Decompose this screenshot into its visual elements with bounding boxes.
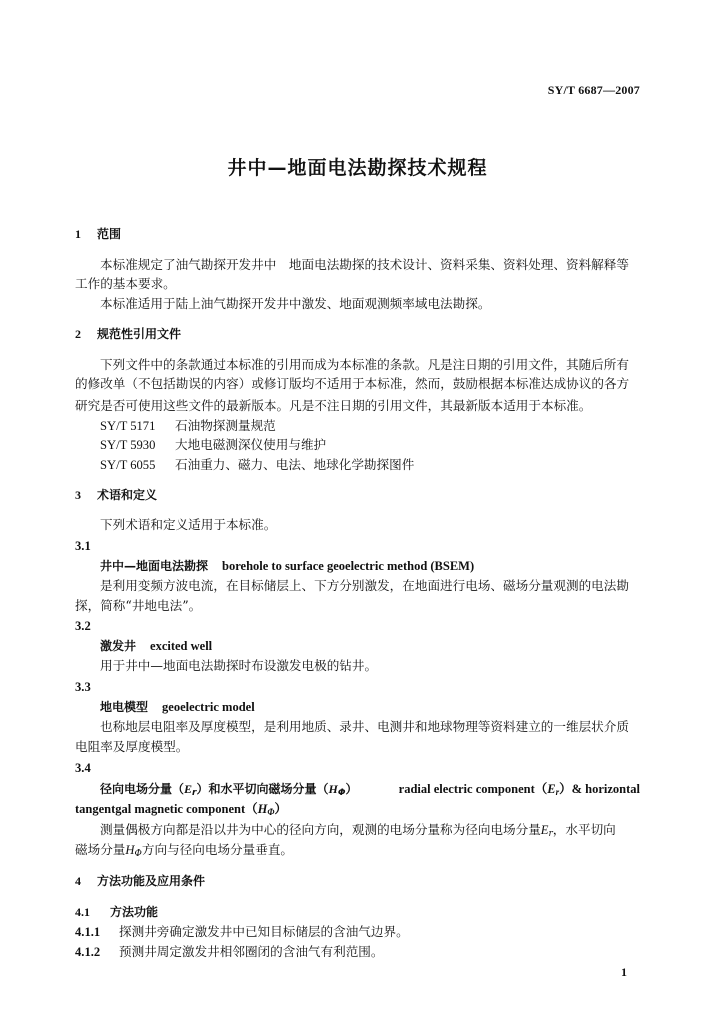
definition-line: 用于井中—地面电法勘探时布设激发电极的钻井。 [100,658,378,673]
clause-text: 探测井旁确定激发井中已知目标储层的含油气边界。 [119,924,409,939]
term-number: 3.3 [75,680,91,694]
definition-line: 也称地层电阻率及厚度模型，是利用地质、录井、电测井和地球物理等资料建立的一维层状介质 [100,719,629,734]
reference-title: 大地电磁测深仪使用与维护 [175,437,327,452]
term-heading [100,558,474,574]
reference-code: SY/T 5171 [100,419,156,433]
term-heading [100,638,212,654]
term-en: geoelectric model [162,700,255,714]
section-number: 4 [75,874,81,888]
paragraph-line: 研究是否可使用这些文件的最新版本。凡是不注日期的引用文件，其最新版本适用于本标准。 [75,398,592,413]
reference-title: 石油物探测量规范 [175,418,276,433]
definition-line: 电阻率及厚度模型。 [75,739,189,754]
clause-number: 4.1.1 [75,925,101,939]
paragraph-line: 本标准规定了油气勘探开发井中 地面电法勘探的技术设计、资料采集、资料处理、资料解释等 [100,257,629,272]
term-zh: 径向电场分量$(E_r)$和水平切向磁场分量$(H_\Phi)$ [100,782,358,798]
term-heading [100,699,255,715]
term-zh: 激发井 [100,639,137,653]
reference-title: 石油重力、磁力、电法、地球化学勘探图件 [175,457,415,472]
term-number: 3.4 [75,761,91,775]
section-number: 3 [75,488,81,502]
section-4-heading [75,873,205,889]
term-en: excited well [150,639,213,653]
reference-item [100,457,414,473]
clause-4-1-1 [75,924,409,940]
section-title: 范围 [97,227,122,241]
clause-4-1-2 [75,944,383,960]
standard-code: SY/T 6687—2007 [547,83,640,97]
paragraph-line: 工作的基本要求。 [75,276,176,291]
definition-line: 测量偶极方向都是沿以井为中心的径向方向，观测的电场分量称为径向电场分量$E_r$，水平切向 [100,822,616,839]
section-1-heading [75,226,121,242]
document-title: 井中—地面电法勘探技术规程 [227,157,488,179]
term-heading [100,781,640,801]
definition-line: 是利用变频方波电流，在目标储层上、下方分别激发，在地面进行电场、磁场分量观测的电法勘 [100,578,629,593]
section-title: 规范性引用文件 [97,327,182,341]
term-en: borehole to surface geoelectric method (BSEM) [222,559,475,573]
section-3-heading [75,487,157,503]
section-title: 方法功能 [110,905,159,919]
term-en-continued: tangentgal magnetic $component(H_\Phi)$ [75,802,287,817]
reference-code: SY/T 5930 [100,438,156,452]
term-zh: 井中—地面电法勘探 [100,559,209,573]
section-number: 1 [75,227,81,241]
clause-number: 4.1.2 [75,945,101,959]
paragraph-line: 下列术语和定义适用于本标准。 [100,517,277,532]
page-number: 1 [621,965,627,979]
section-title: 术语和定义 [97,488,158,502]
section-title: 方法功能及应用条件 [97,874,206,888]
definition-line: 探，简称“井地电法”。 [75,598,202,613]
term-number: 3.1 [75,539,91,553]
reference-item [100,437,326,453]
paragraph-line: 下列文件中的条款通过本标准的引用而成为本标准的条款。凡是注日期的引用文件，其随后所有 [100,357,629,372]
term-number: 3.2 [75,619,91,633]
term-en: radial electric $component(E_r)\&$ horizontal [398,782,640,797]
paragraph-line: 本标准适用于陆上油气勘探开发井中激发、地面观测频率域电法勘探。 [100,296,491,311]
definition-line: 磁场分量$H_\Phi$方向与径向电场分量垂直。 [75,842,293,859]
section-number: 2 [75,327,81,341]
section-number: 4.1 [75,905,90,919]
paragraph-line: 的修改单（不包括勘误的内容）或修订版均不适用于本标准，然而，鼓励根据本标准达成协议的各方 [75,376,630,391]
reference-item [100,418,276,434]
section-2-heading [75,326,181,342]
reference-code: SY/T 6055 [100,458,156,472]
clause-text: 预测井周定激发井相邻圈闭的含油气有利范围。 [119,944,384,959]
term-zh: 地电模型 [100,700,149,714]
subsection-4-1-heading [75,904,158,920]
